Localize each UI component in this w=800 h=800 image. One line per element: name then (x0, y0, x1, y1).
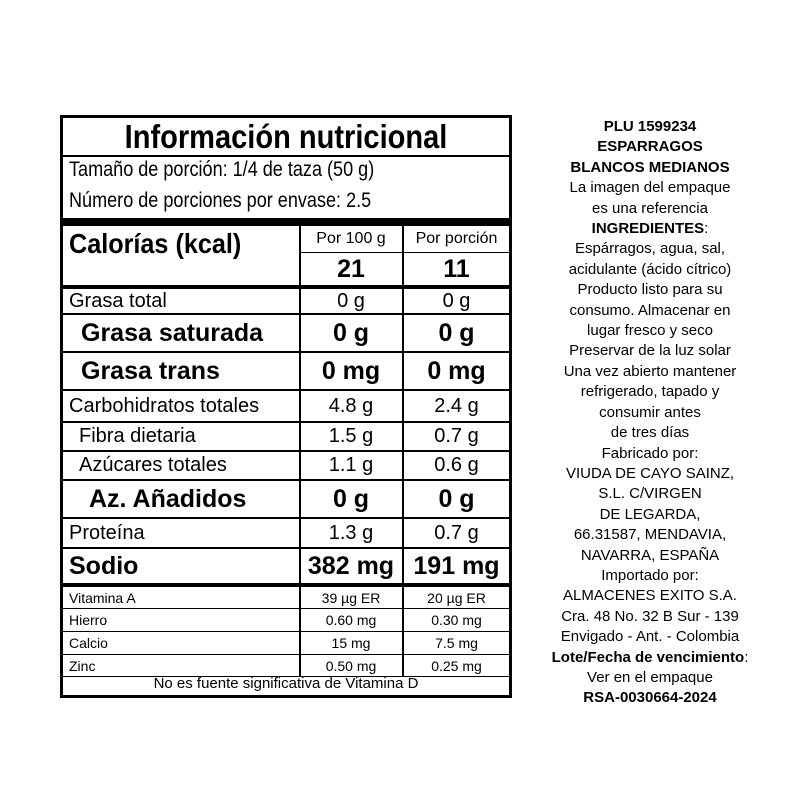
lot-label: Lote/Fecha de vencimiento (551, 648, 745, 666)
nutrient-row (63, 353, 509, 389)
value-per-100g: 0 g (337, 289, 365, 312)
calories-per-100g: 21 (337, 255, 365, 283)
nutrition-facts-panel (60, 115, 512, 698)
lot-value: Ver en el empaque (587, 668, 713, 686)
nutrient-row (63, 452, 509, 479)
product-name-line: BLANCOS MEDIANOS (570, 158, 730, 176)
value-per-serving: 2.4 g (434, 394, 479, 417)
serving-size: Tamaño de porción: 1/4 de taza (50 g) (69, 158, 375, 181)
product-info (515, 117, 785, 709)
column-divider (299, 226, 301, 285)
value-per-100g: 0 mg (321, 356, 381, 385)
value-per-100g: 0 g (332, 318, 370, 347)
micronutrient-name: Calcio (69, 635, 108, 651)
ingredients-title: INGREDIENTES (591, 220, 705, 238)
storage-line: Una vez abierto mantener (563, 362, 737, 380)
manufacturer-label: Fabricado por: (601, 444, 699, 462)
plu-code: PLU 1599234 (603, 118, 697, 135)
storage-line: Preservar de la luz solar (569, 342, 731, 360)
micronutrient-name: Zinc (69, 657, 96, 674)
calories-per-serving: 11 (443, 255, 470, 283)
micronutrient-row (63, 609, 509, 631)
manufacturer-line: 66.31587, MENDAVIA, (573, 526, 727, 544)
value-per-serving: 0.7 g (434, 521, 479, 544)
value-per-serving: 0.25 mg (431, 657, 482, 674)
value-per-100g: 382 mg (307, 551, 395, 580)
value-per-100g: 15 mg (331, 635, 371, 651)
storage-line: consumo. Almacenar en (569, 301, 731, 319)
value-per-serving: 0 g (438, 318, 475, 347)
manufacturer-line: S.L. C/VIRGEN (598, 485, 702, 503)
divider (63, 155, 509, 157)
image-reference-note: La imagen del empaque (569, 179, 731, 197)
ingredients-line: Espárragos, agua, sal, (574, 240, 726, 258)
value-per-100g: 1.5 g (328, 425, 374, 447)
value-per-serving: 0.6 g (434, 454, 479, 476)
calories-label: Calorías (kcal) (69, 228, 242, 259)
value-per-100g: 1.1 g (328, 454, 374, 476)
value-per-100g: 0 g (332, 484, 370, 513)
importer-line: ALMACENES EXITO S.A. (563, 587, 737, 605)
value-per-100g: 39 µg ER (321, 589, 381, 606)
value-per-100g: 0.50 mg (325, 657, 377, 674)
thick-divider (63, 218, 509, 226)
nutrient-name: Grasa trans (81, 356, 220, 385)
image-reference-note: es una referencia (592, 199, 708, 217)
storage-line: de tres días (610, 424, 690, 442)
column-header-per-100g: Por 100 g (316, 230, 386, 247)
importer-label: Importado por: (601, 566, 699, 584)
column-divider (509, 289, 511, 677)
column-divider (402, 226, 404, 285)
importer-line: Envigado - Ant. - Colombia (560, 628, 740, 646)
nutrient-name: Proteína (69, 521, 145, 544)
value-per-100g: 0.60 mg (325, 612, 377, 628)
nutrient-name: Grasa saturada (81, 318, 264, 347)
nutrient-row (63, 481, 509, 517)
value-per-serving: 0 g (442, 289, 471, 312)
micronutrient-row (63, 587, 509, 608)
nutrient-name: Azúcares totales (79, 454, 227, 476)
manufacturer-line: NAVARRA, ESPAÑA (580, 546, 720, 564)
nutrient-row (63, 391, 509, 421)
nutrient-row (63, 289, 509, 313)
storage-line: lugar fresco y seco (587, 322, 713, 340)
nutrient-row (63, 519, 509, 547)
value-per-serving: 191 mg (413, 551, 500, 580)
value-per-serving: 20 µg ER (427, 589, 486, 606)
ingredients-heading (515, 219, 785, 239)
nutrient-name: Grasa total (69, 289, 167, 312)
value-per-serving: 7.5 mg (435, 635, 478, 651)
column-divider (509, 226, 511, 285)
value-per-100g: 1.3 g (328, 521, 374, 544)
nutrient-name: Fibra dietaria (79, 425, 196, 447)
storage-line: consumir antes (599, 403, 701, 421)
value-per-serving: 0.30 mg (431, 612, 482, 628)
lot-colon: : (744, 648, 749, 666)
value-per-serving: 0 mg (427, 356, 486, 385)
nutrient-name: Carbohidratos totales (69, 394, 260, 417)
nutrient-name: Az. Añadidos (89, 484, 247, 513)
value-per-serving: 0 g (438, 484, 475, 513)
storage-line: refrigerado, tapado y (580, 383, 720, 401)
value-per-100g: 4.8 g (328, 394, 374, 417)
vitamin-d-note: No es fuente significativa de Vitamina D (153, 675, 419, 692)
micronutrient-row (63, 632, 509, 654)
column-header-per-serving: Por porción (415, 230, 498, 247)
nutrient-row (63, 549, 509, 583)
ingredients-line: acidulante (ácido cítrico) (568, 260, 732, 278)
nutrient-name: Sodio (69, 551, 139, 580)
storage-line: Producto listo para su (577, 281, 723, 299)
nutrient-row (63, 315, 509, 351)
column-divider (299, 289, 301, 677)
lot-heading (515, 648, 785, 668)
servings-per-container: Número de porciones por envase: 2.5 (69, 189, 372, 212)
micronutrient-name: Vitamina A (69, 589, 136, 606)
panel-title: Información nutricional (124, 118, 448, 155)
rsa-code: RSA-0030664-2024 (583, 689, 717, 707)
manufacturer-line: VIUDA DE CAYO SAINZ, (565, 464, 735, 482)
value-per-serving: 0.7 g (434, 425, 479, 447)
product-name-line: ESPARRAGOS (597, 138, 703, 156)
column-divider (402, 289, 404, 677)
importer-line: Cra. 48 No. 32 B Sur - 139 (561, 607, 739, 625)
ingredients-colon: : (704, 220, 709, 238)
manufacturer-line: DE LEGARDA, (599, 505, 701, 523)
divider (300, 252, 509, 253)
micronutrient-name: Hierro (69, 612, 108, 628)
nutrient-row (63, 423, 509, 450)
